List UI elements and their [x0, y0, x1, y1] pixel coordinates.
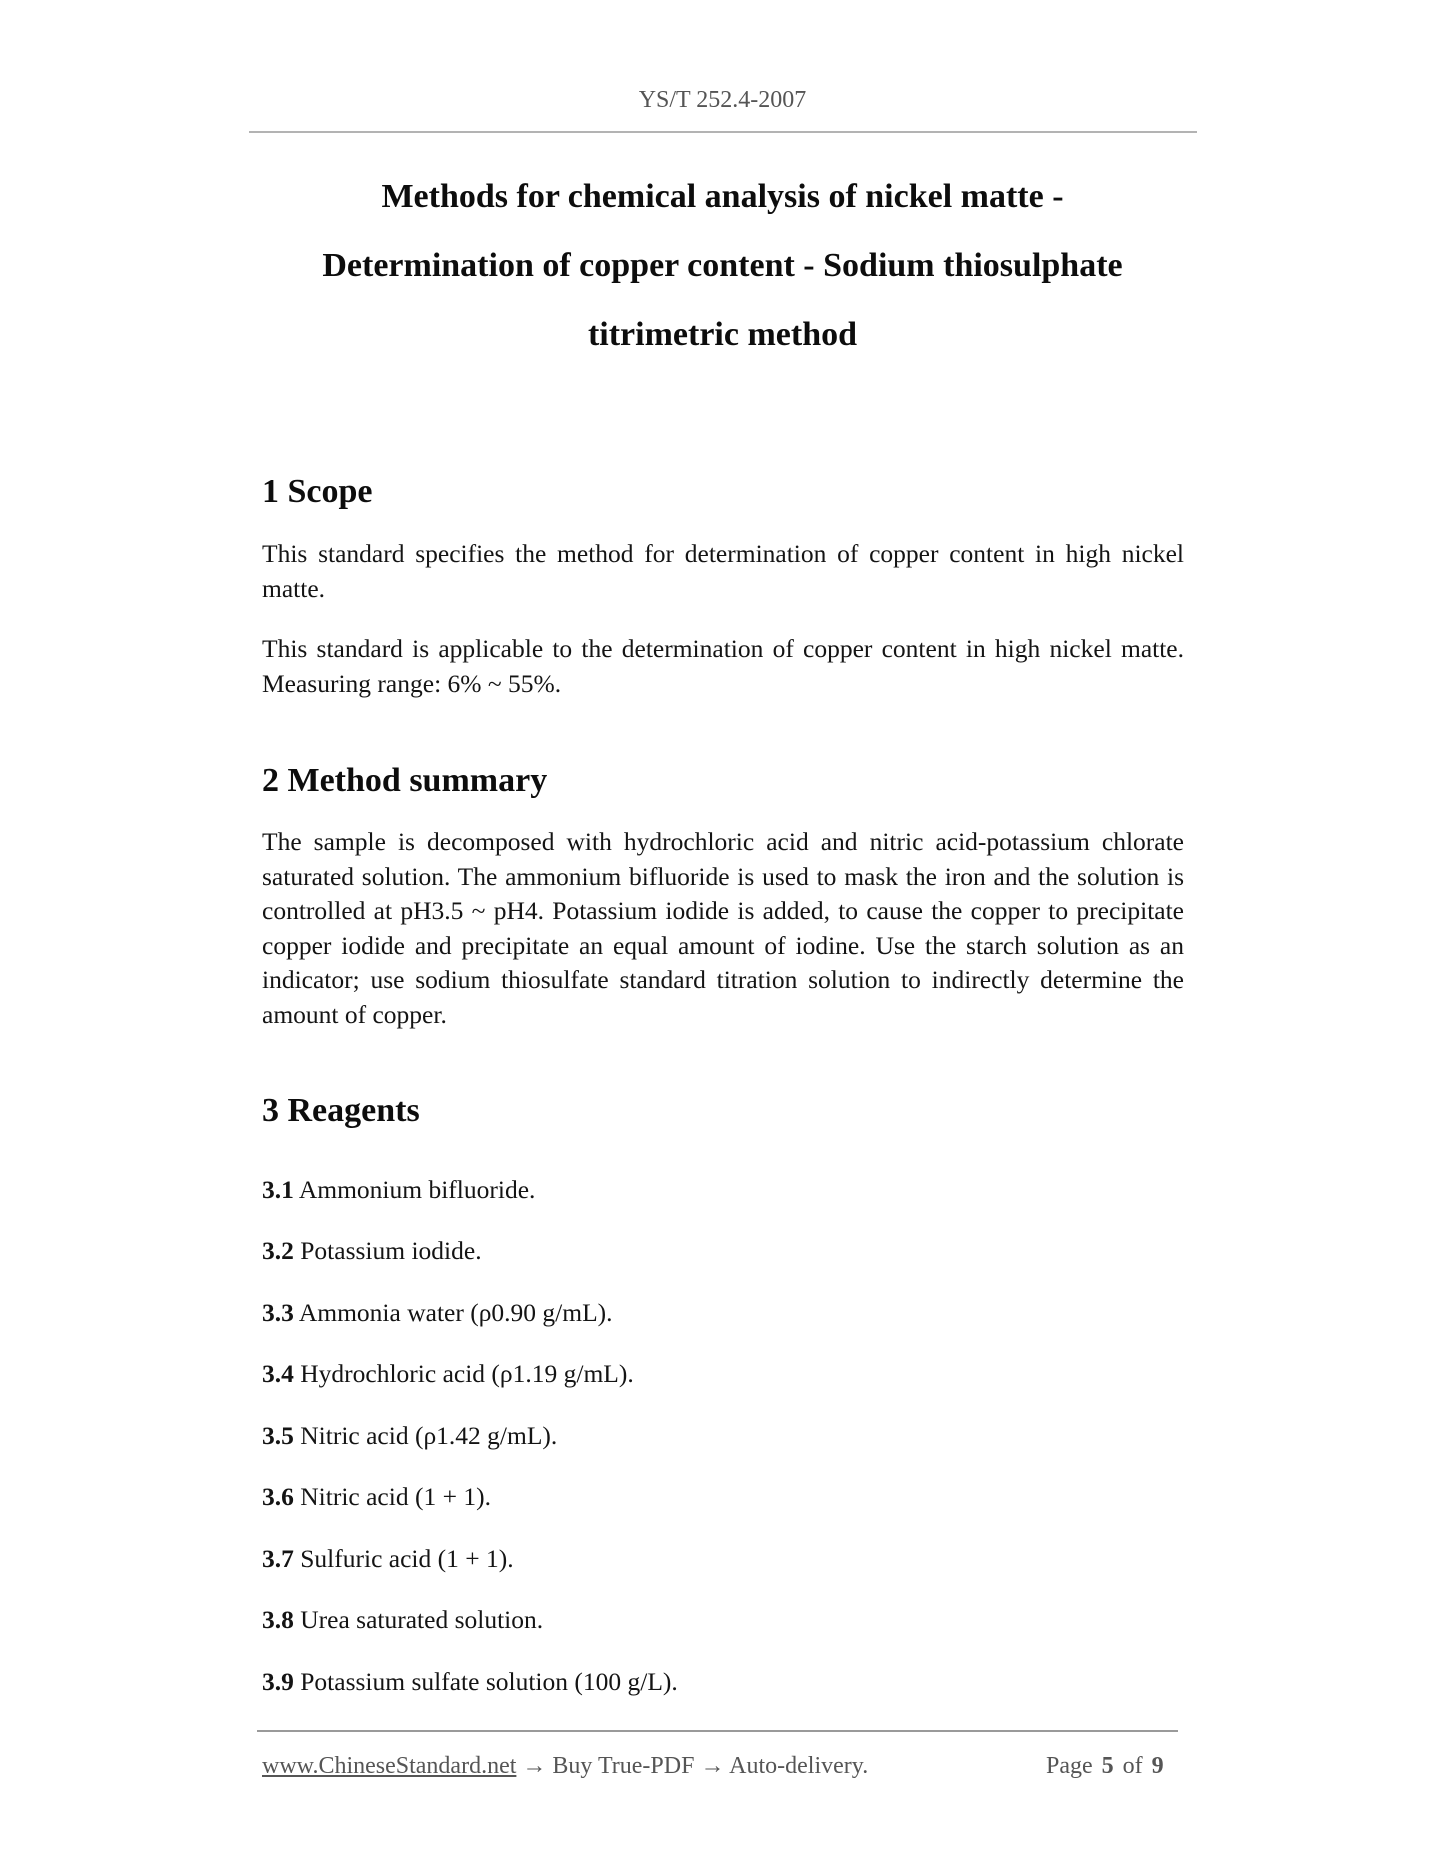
footer-step-buy: Buy True-PDF: [552, 1753, 695, 1779]
reagent-item-3-5: [262, 1420, 557, 1452]
running-header-standard-code: YS/T 252.4-2007: [638, 87, 807, 113]
reagent-item-3-2: [262, 1235, 482, 1267]
reagent-text: Hydrochloric acid (ρ1.19 g/mL).: [293, 1359, 634, 1388]
title-line-2: Determination of copper content - Sodium thiosulphate: [322, 247, 1123, 284]
page-label: Page: [1046, 1753, 1093, 1779]
arrow-right-icon: →: [522, 1753, 547, 1779]
footer-divider: [257, 1730, 1178, 1732]
reagent-item-3-8: [262, 1604, 543, 1636]
reagent-number: 3.2: [262, 1236, 294, 1265]
reagent-number: 3.8: [262, 1605, 294, 1634]
page-indicator: [1046, 1751, 1164, 1781]
reagent-item-3-4: [262, 1358, 634, 1390]
section-heading-reagents: 3 Reagents: [262, 1092, 420, 1129]
reagent-item-3-7: [262, 1543, 514, 1575]
method-summary-paragraph: The sample is decomposed with hydrochloric acid and nitric acid-potassium chlorate saturated solution. The ammonium bifluoride is used to mask the iron and the solution is controlled at pH3.5 ~ pH4. Potassium iodide is added, to cause the copper to precipitate copper iodide and precipitate an equal amount of iodine. Use the starch solution as an indicator; use sodium thiosulfate standard titration solution to indirectly determine the amount of copper.: [262, 827, 1184, 1029]
reagent-text: Nitric acid (1 + 1).: [293, 1482, 491, 1511]
reagent-text: Potassium sulfate solution (100 g/L).: [293, 1667, 678, 1696]
page-total: 9: [1151, 1753, 1164, 1779]
page-of-label: of: [1122, 1753, 1143, 1779]
reagent-number: 3.5: [262, 1421, 294, 1450]
reagent-number: 3.1: [262, 1175, 294, 1204]
reagent-item-3-9: [262, 1666, 678, 1698]
title-line-1: Methods for chemical analysis of nickel matte -: [381, 178, 1064, 215]
arrow-right-icon: →: [700, 1753, 725, 1779]
footer-promo: [262, 1751, 868, 1781]
reagent-text: Ammonia water (ρ0.90 g/mL).: [293, 1298, 613, 1327]
header-divider: [249, 131, 1197, 133]
site-link[interactable]: www.ChineseStandard.net: [262, 1753, 517, 1779]
reagent-text: Sulfuric acid (1 + 1).: [293, 1544, 514, 1573]
reagent-item-3-3: [262, 1297, 613, 1329]
section-heading-scope: 1 Scope: [262, 473, 373, 510]
scope-paragraph-2: This standard is applicable to the determination of copper content in high nickel matte. Measuring range: 6% ~ 55%.: [262, 634, 1184, 698]
reagent-text: Nitric acid (ρ1.42 g/mL).: [293, 1421, 558, 1450]
reagent-number: 3.3: [262, 1298, 294, 1327]
title-line-3: titrimetric method: [587, 316, 858, 353]
reagent-text: Urea saturated solution.: [293, 1605, 544, 1634]
reagent-item-3-6: [262, 1481, 491, 1513]
scope-paragraph-1: This standard specifies the method for determination of copper content in high nickel matte.: [262, 539, 1184, 603]
reagent-text: Potassium iodide.: [293, 1236, 482, 1265]
section-heading-method-summary: 2 Method summary: [262, 762, 548, 799]
reagent-number: 3.7: [262, 1544, 294, 1573]
reagent-number: 3.6: [262, 1482, 294, 1511]
reagent-number: 3.4: [262, 1359, 294, 1388]
reagent-text: Ammonium bifluoride.: [293, 1175, 536, 1204]
document-title: [250, 162, 1195, 369]
page-current: 5: [1101, 1753, 1114, 1779]
reagent-number: 3.9: [262, 1667, 294, 1696]
reagent-item-3-1: [262, 1174, 535, 1206]
footer-step-delivery: Auto-delivery.: [729, 1753, 869, 1779]
